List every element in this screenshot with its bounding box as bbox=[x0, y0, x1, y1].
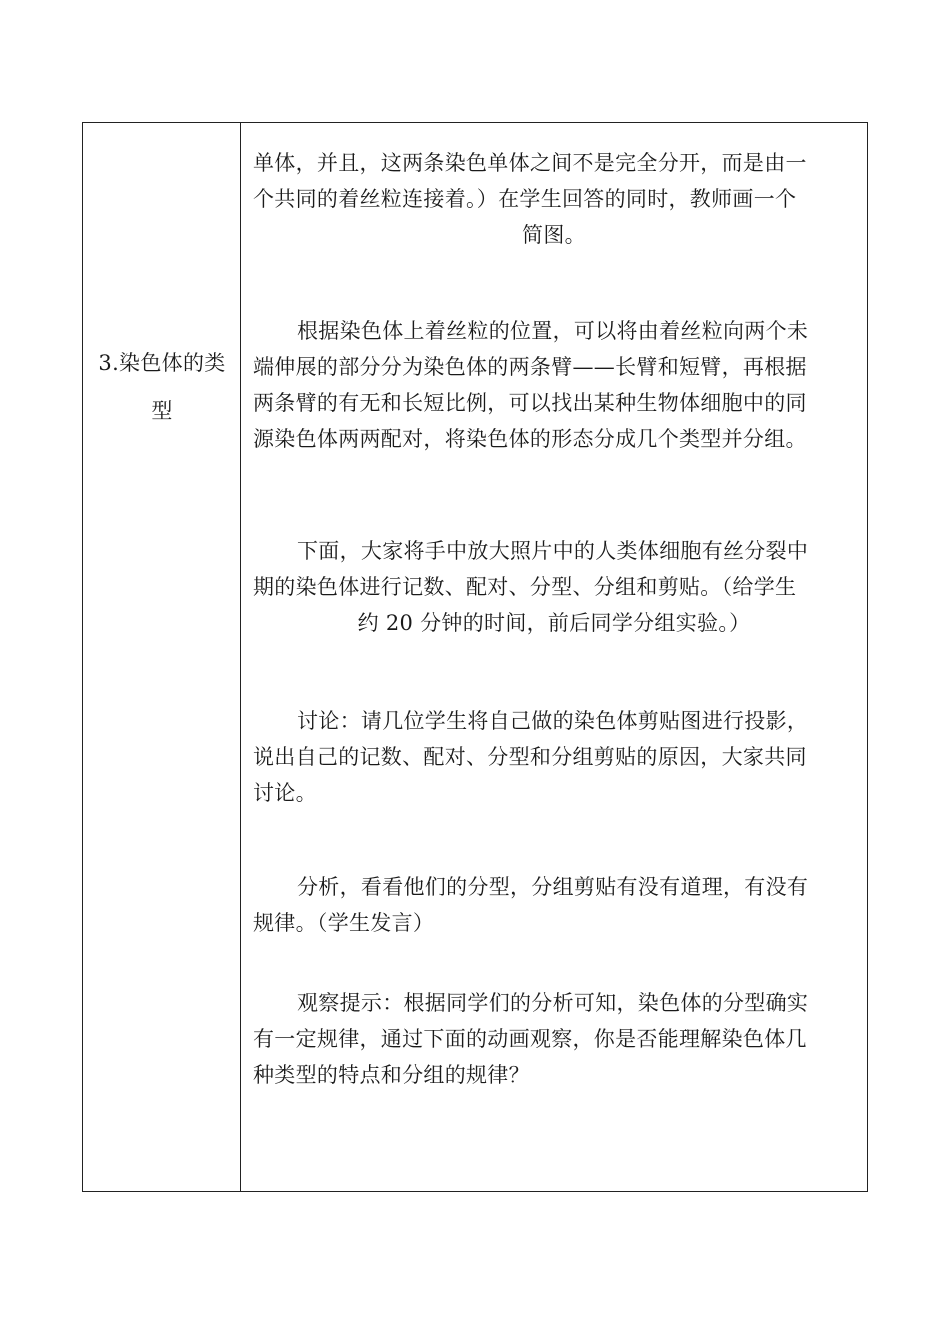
text-line: 期的染色体进行记数、配对、分型、分组和剪贴。（给学生 bbox=[253, 575, 797, 599]
text-line: 简图。 bbox=[522, 223, 586, 247]
text-line: 有一定规律，通过下面的动画观察，你是否能理解染色体几 bbox=[253, 1027, 807, 1051]
paragraph-4 bbox=[253, 703, 855, 811]
text-line: 个共同的着丝粒连接着。）在学生回答的同时，教师画一个 bbox=[253, 187, 797, 211]
text-line: 源染色体两两配对，将染色体的形态分成几个类型并分组。 bbox=[253, 427, 807, 451]
paragraph-2 bbox=[253, 313, 855, 457]
text-line: 说出自己的记数、配对、分型和分组剪贴的原因，大家共同 bbox=[253, 745, 807, 769]
paragraph-6 bbox=[253, 985, 855, 1093]
text-line: 观察提示：根据同学们的分析可知，染色体的分型确实 bbox=[297, 991, 809, 1015]
paragraph-3 bbox=[253, 533, 855, 641]
paragraph-5 bbox=[253, 869, 855, 941]
text-line: 种类型的特点和分组的规律？ bbox=[253, 1063, 530, 1087]
text-line: 约 20 分钟的时间，前后同学分组实验。） bbox=[357, 611, 751, 635]
text-line: 单体，并且，这两条染色单体之间不是完全分开，而是由一 bbox=[253, 151, 807, 175]
text-line: 讨论：请几位学生将自己做的染色体剪贴图进行投影， bbox=[297, 709, 809, 733]
section-label bbox=[83, 339, 241, 435]
section-label-line: 型 bbox=[151, 399, 173, 423]
text-line: 两条臂的有无和长短比例，可以找出某种生物体细胞中的同 bbox=[253, 391, 807, 415]
text-line: 分析，看看他们的分型，分组剪贴有没有道理，有没有 bbox=[297, 875, 809, 899]
lesson-table bbox=[82, 122, 868, 1192]
text-line: 讨论。 bbox=[253, 781, 317, 805]
section-label-line: 3.染色体的类 bbox=[98, 351, 226, 375]
text-line: 规律。（学生发言） bbox=[253, 911, 435, 935]
text-line: 下面，大家将手中放大照片中的人类体细胞有丝分裂中 bbox=[297, 539, 809, 563]
section-label-cell bbox=[83, 123, 241, 1191]
text-line: 端伸展的部分分为染色体的两条臂——长臂和短臂，再根据 bbox=[253, 355, 807, 379]
paragraph-1 bbox=[253, 145, 855, 253]
text-line: 根据染色体上着丝粒的位置，可以将由着丝粒向两个未 bbox=[297, 319, 809, 343]
content-cell bbox=[241, 123, 867, 1191]
